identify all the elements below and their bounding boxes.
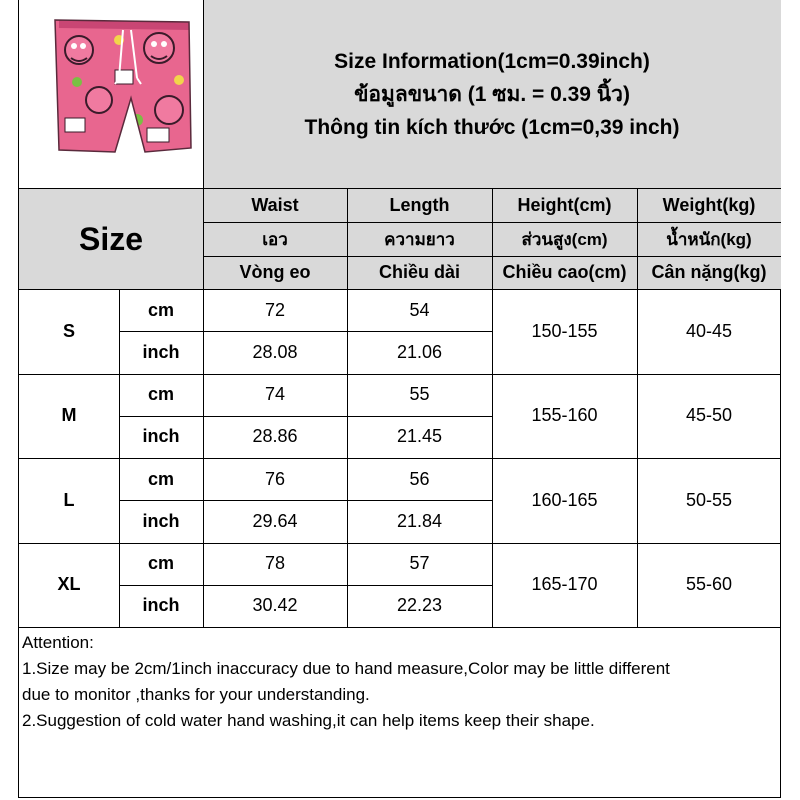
col-height-th: ส่วนสูง(cm): [521, 229, 608, 249]
size-label: L: [63, 489, 75, 510]
size-label: S: [62, 320, 75, 341]
col-length-en: Length: [389, 195, 450, 215]
col-height-en: Height(cm): [517, 195, 612, 215]
col-weight-th: น้ำหนัก(kg): [666, 229, 752, 249]
height-range: 155-160: [531, 405, 598, 426]
grid-line-h: [18, 543, 781, 544]
weight-range: 40-45: [685, 320, 733, 341]
grid-line-v: [492, 189, 493, 627]
weight-range: 45-50: [685, 405, 733, 426]
height-range: 165-170: [531, 574, 598, 595]
grid-line-h: [18, 627, 781, 628]
col-weight-vi: Cân nặng(kg): [651, 262, 767, 282]
grid-line-h: [119, 585, 492, 586]
length-cm: 56: [409, 468, 430, 489]
unit-inch-label: inch: [142, 426, 180, 447]
grid-line-h: [119, 331, 492, 332]
weight-range: 55-60: [685, 574, 733, 595]
title-block: [203, 0, 781, 188]
title-vietnamese: Thông tin kích thước (1cm=0,39 inch): [304, 115, 680, 139]
height-range: 160-165: [531, 489, 598, 510]
grid-line-v: [637, 189, 638, 627]
grid-line-v: [119, 289, 120, 627]
length-cm: 54: [409, 299, 430, 320]
grid-line-h: [18, 374, 781, 375]
product-image: [19, 0, 202, 188]
waist-inch: 29.64: [252, 510, 298, 531]
unit-cm-label: cm: [147, 384, 174, 404]
grid-line-h: [18, 188, 781, 189]
length-cm: 57: [409, 553, 430, 573]
length-cm: 55: [409, 384, 430, 404]
length-inch: 21.45: [396, 426, 443, 447]
height-range: 150-155: [531, 320, 598, 341]
grid-line-v: [203, 289, 204, 627]
grid-line-v: [347, 189, 348, 627]
shorts-illustration: [19, 0, 202, 188]
size-label: XL: [57, 574, 81, 595]
notes-line-3: 2.Suggestion of cold water hand washing,it can help items keep their shape.: [22, 711, 595, 730]
unit-cm-label: cm: [147, 299, 174, 320]
size-header-label: Size: [78, 220, 144, 257]
size-label: M: [61, 405, 77, 426]
col-weight-en: Weight(kg): [662, 195, 756, 215]
title-english: Size Information(1cm=0.39inch): [334, 49, 650, 73]
unit-inch-label: inch: [142, 341, 180, 362]
waist-cm: 72: [264, 299, 286, 320]
notes-heading: Attention:: [22, 633, 94, 652]
col-waist-vi: Vòng eo: [239, 262, 311, 282]
waist-inch: 30.42: [252, 595, 298, 616]
col-height-vi: Chiều cao(cm): [502, 262, 627, 282]
col-waist-th: เอว: [262, 229, 288, 249]
notes-line-1: 1.Size may be 2cm/1inch inaccuracy due to hand measure,Color may be little different: [22, 659, 670, 678]
grid-line-h: [119, 416, 492, 417]
length-inch: 21.06: [396, 341, 443, 362]
size-header-cell: [19, 189, 203, 289]
unit-inch-label: inch: [142, 510, 180, 531]
waist-cm: 76: [264, 468, 286, 489]
waist-inch: 28.86: [252, 426, 298, 447]
waist-cm: 74: [264, 384, 286, 404]
length-inch: 21.84: [396, 510, 443, 531]
title-thai: ข้อมูลขนาด (1 ซม. = 0.39 นิ้ว): [354, 82, 630, 106]
waist-cm: 78: [264, 553, 286, 573]
weight-range: 50-55: [685, 489, 733, 510]
grid-line-h: [119, 500, 492, 501]
unit-cm-label: cm: [147, 553, 174, 573]
col-length-vi: Chiều dài: [378, 262, 460, 282]
grid-line-v: [203, 0, 204, 289]
unit-cm-label: cm: [147, 468, 174, 489]
unit-inch-label: inch: [142, 595, 180, 616]
col-waist-en: Waist: [251, 195, 299, 215]
grid-line-h: [18, 289, 781, 290]
col-length-th: ความยาว: [384, 229, 455, 249]
length-inch: 22.23: [396, 595, 443, 616]
waist-inch: 28.08: [252, 341, 298, 362]
notes-line-2: due to monitor ,thanks for your understanding.: [22, 685, 370, 704]
attention-notes: [22, 630, 778, 734]
grid-line-h: [18, 458, 781, 459]
